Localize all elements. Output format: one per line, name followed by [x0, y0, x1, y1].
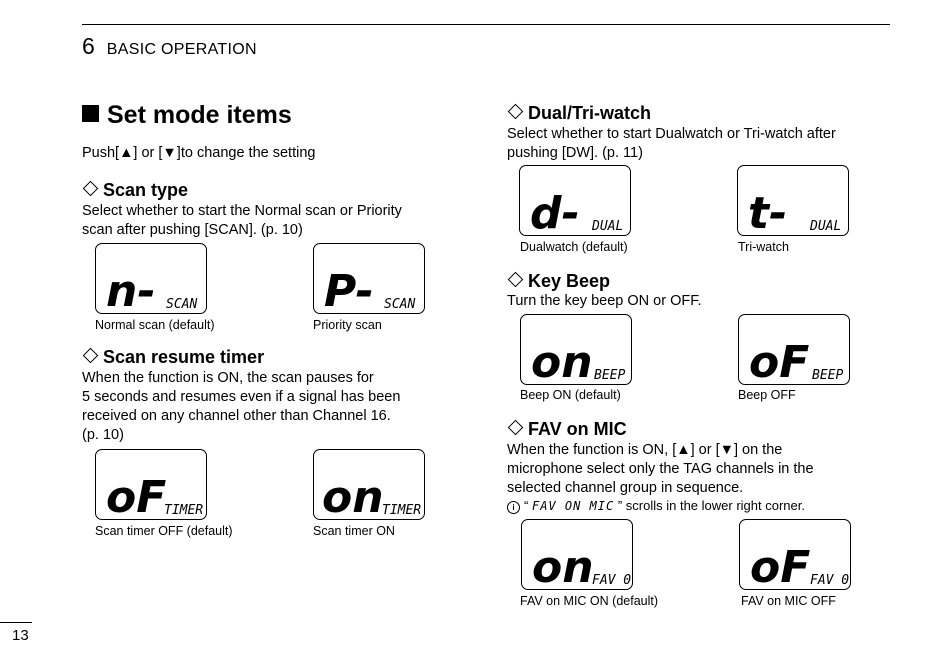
header-rule — [82, 24, 890, 25]
key-beep-text: Turn the key beep ON or OFF. — [507, 293, 702, 309]
lcd-sub-text: BEEP — [812, 368, 844, 383]
lcd-scroll-text: FAV ON MIC — [531, 499, 615, 513]
lcd-caption: Tri-watch — [738, 240, 789, 254]
lcd-caption: FAV on MIC OFF — [741, 594, 836, 608]
scan-resume-text: When the function is ON, the scan pauses for 5 seconds and resumes even if a signal has been received on any channel other than Channel 16. (p. 10) — [82, 370, 401, 443]
lcd-caption: Scan timer OFF (default) — [95, 524, 233, 538]
lcd-sub-text: DUAL — [592, 219, 624, 234]
scan-resume-heading: Scan resume timer — [82, 347, 264, 368]
diamond-icon — [83, 181, 99, 197]
lcd-caption: Dualwatch (default) — [520, 240, 628, 254]
lcd-display — [739, 519, 851, 590]
lcd-main-text: d- — [530, 188, 580, 237]
fav-on-mic-heading: FAV on MIC — [507, 419, 627, 440]
lcd-main-text: on — [531, 337, 593, 386]
lcd-main-text: oF — [749, 337, 810, 386]
lcd-main-text: on — [532, 542, 594, 591]
lcd-display — [95, 243, 207, 314]
fav-note: i “ FAV ON MIC ” scrolls in the lower right corner. — [507, 498, 805, 514]
lcd-display — [95, 449, 207, 520]
lcd-main-text: oF — [106, 472, 167, 521]
scan-type-text: Select whether to start the Normal scan or Priority scan after pushing [SCAN]. (p. 10) — [82, 203, 402, 238]
intro-text: Push[▲] or [▼]to change the setting — [82, 145, 316, 161]
lcd-sub-text: DUAL — [810, 219, 842, 234]
lcd-sub-text: BEEP — [594, 368, 626, 383]
lcd-main-text: on — [322, 472, 384, 521]
dual-watch-heading: Dual/Tri-watch — [507, 103, 651, 124]
lcd-display — [520, 314, 632, 385]
lcd-display — [737, 165, 849, 236]
dual-watch-text: Select whether to start Dualwatch or Tri-watch after pushing [DW]. (p. 11) — [507, 126, 836, 161]
lcd-display — [313, 449, 425, 520]
lcd-sub-text: FAV 0 — [592, 573, 632, 588]
lcd-display — [519, 165, 631, 236]
lcd-display — [738, 314, 850, 385]
lcd-display — [313, 243, 425, 314]
diamond-icon — [508, 420, 524, 436]
page-number-rule — [0, 622, 32, 623]
lcd-caption: Priority scan — [313, 318, 382, 332]
lcd-main-text: n- — [106, 266, 156, 315]
fav-on-mic-text: When the function is ON, [▲] or [▼] on the microphone select only the TAG channels in the selected channel group in sequence. — [507, 442, 814, 496]
lcd-main-text: t- — [748, 188, 788, 237]
lcd-sub-text: TIMER — [164, 503, 204, 518]
lcd-caption: Normal scan (default) — [95, 318, 215, 332]
scan-type-heading: Scan type — [82, 180, 188, 201]
diamond-icon — [508, 104, 524, 120]
chapter-header — [82, 33, 257, 60]
lcd-sub-text: SCAN — [384, 297, 416, 312]
lcd-sub-text: TIMER — [382, 503, 422, 518]
page-number: 13 — [12, 627, 29, 644]
diamond-icon — [508, 272, 524, 288]
lcd-main-text: oF — [750, 542, 811, 591]
diamond-icon — [83, 348, 99, 364]
section-title: Set mode items — [82, 101, 292, 130]
lcd-sub-text: FAV 0 — [810, 573, 850, 588]
lcd-sub-text: SCAN — [166, 297, 198, 312]
chapter-number: 6 — [82, 33, 95, 59]
lcd-display — [521, 519, 633, 590]
lcd-caption: Scan timer ON — [313, 524, 395, 538]
chapter-title: BASIC OPERATION — [106, 41, 257, 58]
lcd-caption: Beep ON (default) — [520, 388, 621, 402]
black-square-icon — [82, 105, 99, 122]
lcd-caption: FAV on MIC ON (default) — [520, 594, 659, 608]
key-beep-heading: Key Beep — [507, 271, 610, 292]
lcd-main-text: P- — [324, 266, 374, 315]
lcd-caption: Beep OFF — [738, 388, 796, 402]
info-icon: i — [507, 501, 520, 514]
